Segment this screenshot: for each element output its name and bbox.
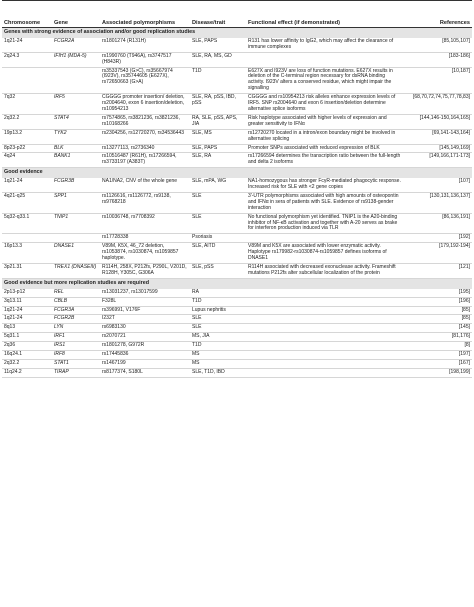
header-functional-effect: Functional effect (if demonstrated) bbox=[246, 1, 404, 28]
cell-gene: TIRAP bbox=[52, 368, 100, 377]
table-row bbox=[2, 359, 472, 368]
cell-gene: BANK1 bbox=[52, 153, 100, 168]
cell-polymorphisms: rs396991, V176F bbox=[100, 306, 190, 315]
cell-polymorphisms: rs1126616, rs1126772, rs9138, rs9768218 bbox=[100, 192, 190, 213]
cell-references: [195] bbox=[404, 289, 472, 297]
table-row bbox=[2, 368, 472, 377]
cell-polymorphisms: rs1801278, G972R bbox=[100, 342, 190, 351]
cell-polymorphisms: rs6983130 bbox=[100, 324, 190, 333]
cell-disease: SLE, RA, MS, GD bbox=[190, 52, 246, 67]
table-row bbox=[2, 67, 472, 94]
cell-disease: T1D bbox=[190, 67, 246, 94]
section-header bbox=[2, 168, 472, 178]
cell-chromosome: 4q21-q25 bbox=[2, 192, 52, 213]
section-title: Genes with strong evidence of association and/or good replication studies bbox=[2, 28, 472, 38]
header-row bbox=[2, 1, 472, 28]
cell-polymorphisms: rs10036748, rs7708392 bbox=[100, 213, 190, 234]
cell-gene bbox=[52, 234, 100, 243]
cell-gene: IRF5 bbox=[52, 94, 100, 115]
table-row bbox=[2, 94, 472, 115]
cell-references: [85] bbox=[404, 306, 472, 315]
cell-polymorphisms: rs13277113, rs2736340 bbox=[100, 144, 190, 153]
cell-functional-effect bbox=[246, 359, 404, 368]
cell-polymorphisms: rs10516487 (R61H), rs17266594, rs3733197 (A383T) bbox=[100, 153, 190, 168]
cell-chromosome: 1q21-24 bbox=[2, 306, 52, 315]
cell-functional-effect bbox=[246, 297, 404, 306]
cell-references: [183-186] bbox=[404, 52, 472, 67]
cell-gene: FCGR2B bbox=[52, 315, 100, 324]
cell-polymorphisms: rs8177374, S180L bbox=[100, 368, 190, 377]
section-title: Good evidence bbox=[2, 168, 472, 178]
cell-chromosome: 2q36 bbox=[2, 342, 52, 351]
table-row bbox=[2, 306, 472, 315]
table-row bbox=[2, 324, 472, 333]
section-header bbox=[2, 278, 472, 288]
table-row bbox=[2, 153, 472, 168]
cell-functional-effect bbox=[246, 289, 404, 297]
cell-polymorphisms: CGGGG promoter insertion/ deletion, rs2004640, exon 6 insertion/deletion, rs10954213 bbox=[100, 94, 190, 115]
cell-references: [68,70,72,74,75,77,78,83] bbox=[404, 94, 472, 115]
cell-disease: Lupus nephritis bbox=[190, 306, 246, 315]
cell-references: [145] bbox=[404, 324, 472, 333]
table-row bbox=[2, 213, 472, 234]
cell-functional-effect: rs12720270 located in a intron/exon boundary might be involved in alternative splicing bbox=[246, 129, 404, 144]
table-row bbox=[2, 297, 472, 306]
cell-references: [69,141-143,164] bbox=[404, 129, 472, 144]
cell-disease: SLE, PAPS bbox=[190, 38, 246, 52]
cell-disease: SLE, AITD bbox=[190, 243, 246, 264]
cell-references: [10,187] bbox=[404, 67, 472, 94]
cell-gene: TNIP1 bbox=[52, 213, 100, 234]
cell-disease: Psoriasis bbox=[190, 234, 246, 243]
cell-functional-effect: R131 has lower affinity to IgG2, which may affect the clearance of immune complexes bbox=[246, 38, 404, 52]
cell-gene: TREX1 (DNASEIII) bbox=[52, 264, 100, 279]
cell-disease: SLE, PAPS bbox=[190, 144, 246, 153]
cell-references: [197] bbox=[404, 351, 472, 360]
cell-functional-effect: CGGGG and rs10954213 risk alleles enhance expression levels of IRF5. SNP rs2004640 and exon 6 insertion/deletion determine alternative splice isoforms bbox=[246, 94, 404, 115]
cell-functional-effect bbox=[246, 368, 404, 377]
table-row bbox=[2, 243, 472, 264]
cell-functional-effect bbox=[246, 333, 404, 342]
cell-references: [196] bbox=[404, 297, 472, 306]
cell-references: [167] bbox=[404, 359, 472, 368]
cell-functional-effect: 3'-UTR polymorphisms associated with high amounts of osteopontin and IFNα in sera of patients with SLE. Evidence of rs9138-gender interaction bbox=[246, 192, 404, 213]
table-row bbox=[2, 178, 472, 192]
cell-gene: TYK2 bbox=[52, 129, 100, 144]
cell-polymorphisms: I232T bbox=[100, 315, 190, 324]
cell-chromosome: 1q21-24 bbox=[2, 315, 52, 324]
cell-chromosome: 2q24.3 bbox=[2, 52, 52, 67]
table-row bbox=[2, 192, 472, 213]
header-gene: Gene bbox=[52, 1, 100, 28]
cell-references: [145,149,169] bbox=[404, 144, 472, 153]
section-title: Good evidence but more replication studies are required bbox=[2, 278, 472, 288]
cell-gene: BLK bbox=[52, 144, 100, 153]
cell-gene: IFIH1 (MDA-5) bbox=[52, 52, 100, 67]
cell-disease: RA bbox=[190, 289, 246, 297]
cell-references: [198,199] bbox=[404, 368, 472, 377]
cell-disease: MS bbox=[190, 351, 246, 360]
header-polymorphisms: Associated polymorphisms bbox=[100, 1, 190, 28]
cell-polymorphisms: rs2070721 bbox=[100, 333, 190, 342]
cell-disease: SLE bbox=[190, 192, 246, 213]
table-row bbox=[2, 289, 472, 297]
cell-gene: FCGR2A bbox=[52, 38, 100, 52]
cell-functional-effect: E627X and I923V are loss of function mutations. E627X results in deletion of the C-terminal region necessary for dsRNA binding activity. I923V alters a conserved residue, which might impair the signalling bbox=[246, 67, 404, 94]
cell-gene: LYN bbox=[52, 324, 100, 333]
association-table bbox=[2, 0, 472, 378]
cell-polymorphisms: rs2304256, rs12720270, rs34536443 bbox=[100, 129, 190, 144]
cell-disease: RA, SLE, pSS, APS, JIA bbox=[190, 114, 246, 129]
cell-disease: SLE, mPA, WG bbox=[190, 178, 246, 192]
header-references: References bbox=[404, 1, 472, 28]
cell-chromosome bbox=[2, 67, 52, 94]
cell-gene: STAT4 bbox=[52, 114, 100, 129]
table-row bbox=[2, 114, 472, 129]
cell-gene: IRF8 bbox=[52, 351, 100, 360]
cell-chromosome: 4q24 bbox=[2, 153, 52, 168]
cell-gene: DNASE1 bbox=[52, 243, 100, 264]
cell-polymorphisms: F328L bbox=[100, 297, 190, 306]
table-row bbox=[2, 333, 472, 342]
cell-disease: SLE bbox=[190, 213, 246, 234]
cell-polymorphisms: rs17728338 bbox=[100, 234, 190, 243]
cell-polymorphisms: rs35337543 (G>C), rs35667974 (I923V), rs35744605 (E627X), rs72650663 (G>A) bbox=[100, 67, 190, 94]
header-disease: Disease/trait bbox=[190, 1, 246, 28]
cell-chromosome: 16p13.3 bbox=[2, 243, 52, 264]
table-row bbox=[2, 234, 472, 243]
cell-gene: CBLB bbox=[52, 297, 100, 306]
cell-chromosome bbox=[2, 234, 52, 243]
cell-functional-effect: Promoter SNPs associated with reduced expression of BLK bbox=[246, 144, 404, 153]
cell-references: [85,105,107] bbox=[404, 38, 472, 52]
cell-disease: SLE bbox=[190, 324, 246, 333]
cell-disease: SLE, MS bbox=[190, 129, 246, 144]
cell-gene bbox=[52, 67, 100, 94]
cell-disease: MS, JIA bbox=[190, 333, 246, 342]
cell-functional-effect: NA1-homozygous has stronger FcγR-mediated phagocytic response. Increased risk for SLE with <2 gene copies bbox=[246, 178, 404, 192]
cell-references: [107] bbox=[404, 178, 472, 192]
cell-functional-effect: V89M and K5X are associated with lower enzymatic activity. Haplotype rs179982-rs1030874-rs1059857 defines isoforms of DNASE1 bbox=[246, 243, 404, 264]
cell-disease: SLE, RA bbox=[190, 153, 246, 168]
cell-disease: T1D bbox=[190, 297, 246, 306]
cell-polymorphisms: rs1467199 bbox=[100, 359, 190, 368]
table-row bbox=[2, 52, 472, 67]
cell-functional-effect: R114H associated with decreased exonuclease activity. Frameshift mutations P212fs alter subcellular localization of the protein bbox=[246, 264, 404, 279]
cell-functional-effect bbox=[246, 52, 404, 67]
cell-chromosome: 8p23-p22 bbox=[2, 144, 52, 153]
header-chromosome: Chromosome bbox=[2, 1, 52, 28]
cell-chromosome: 19p13.2 bbox=[2, 129, 52, 144]
table-row bbox=[2, 351, 472, 360]
cell-references: [121] bbox=[404, 264, 472, 279]
cell-references: [149,166,171-173] bbox=[404, 153, 472, 168]
cell-polymorphisms: V89M, K5X, 46_72 deletion, rs1053874, rs1030874, rs1059857 haplotype. bbox=[100, 243, 190, 264]
table-row bbox=[2, 342, 472, 351]
cell-polymorphisms: rs7574865, rs3821236, rs3821236, rs10168266 bbox=[100, 114, 190, 129]
table-row bbox=[2, 144, 472, 153]
cell-gene: REL bbox=[52, 289, 100, 297]
cell-chromosome: 2q32.2 bbox=[2, 114, 52, 129]
cell-functional-effect bbox=[246, 324, 404, 333]
cell-chromosome: 2p13-p12 bbox=[2, 289, 52, 297]
cell-references: [86,136,191] bbox=[404, 213, 472, 234]
cell-gene: STAT1 bbox=[52, 359, 100, 368]
cell-functional-effect bbox=[246, 315, 404, 324]
cell-functional-effect: rs17266594 determines the transcription ratio between the full-length and delta 2 isoforms bbox=[246, 153, 404, 168]
section-header bbox=[2, 28, 472, 38]
cell-gene: IRF1 bbox=[52, 333, 100, 342]
cell-functional-effect: No functional polymorphism yet identified. TNIP1 is the A20-binding inhibitor of NF-κB activation and together with A-20 serves as brake for interferon production induced via TLR bbox=[246, 213, 404, 234]
table-row bbox=[2, 129, 472, 144]
cell-chromosome: 16q24.1 bbox=[2, 351, 52, 360]
cell-references: [130,131,136,137] bbox=[404, 192, 472, 213]
cell-polymorphisms: rs13031237, rs13017599 bbox=[100, 289, 190, 297]
cell-functional-effect bbox=[246, 306, 404, 315]
cell-chromosome: 1q21-24 bbox=[2, 178, 52, 192]
cell-chromosome: 5q32-q33.1 bbox=[2, 213, 52, 234]
cell-polymorphisms: NA1/NA2, CNV of the whole gene bbox=[100, 178, 190, 192]
table-row bbox=[2, 264, 472, 279]
cell-disease: SLE, pSS bbox=[190, 264, 246, 279]
cell-references: [8] bbox=[404, 342, 472, 351]
cell-functional-effect bbox=[246, 234, 404, 243]
cell-disease: T1D bbox=[190, 342, 246, 351]
cell-chromosome: 8q13 bbox=[2, 324, 52, 333]
cell-chromosome: 3q13.11 bbox=[2, 297, 52, 306]
cell-gene: FCGR3A bbox=[52, 306, 100, 315]
cell-functional-effect bbox=[246, 351, 404, 360]
cell-gene: SPP1 bbox=[52, 192, 100, 213]
cell-references: [179,192-194] bbox=[404, 243, 472, 264]
cell-functional-effect bbox=[246, 342, 404, 351]
cell-polymorphisms: rs1990760 (T946A), rs3747517 (H843R) bbox=[100, 52, 190, 67]
cell-polymorphisms: rs17445836 bbox=[100, 351, 190, 360]
cell-references: [81,176] bbox=[404, 333, 472, 342]
cell-references: [192] bbox=[404, 234, 472, 243]
cell-chromosome: 5q31.1 bbox=[2, 333, 52, 342]
cell-references: [144,146-150,164,165] bbox=[404, 114, 472, 129]
cell-polymorphisms: R114H, 258X, P212fs, P290L, V201D, R128H, Y305C, G306A bbox=[100, 264, 190, 279]
cell-gene: IRS1 bbox=[52, 342, 100, 351]
cell-functional-effect: Risk haplotype associated with higher levels of expression and greater sensitivity to IFNα bbox=[246, 114, 404, 129]
cell-chromosome: 7q32 bbox=[2, 94, 52, 115]
cell-gene: FCGR3B bbox=[52, 178, 100, 192]
cell-disease: MS bbox=[190, 359, 246, 368]
cell-chromosome: 11q24.2 bbox=[2, 368, 52, 377]
cell-disease: SLE, T1D, IBD bbox=[190, 368, 246, 377]
cell-chromosome: 1q21-24 bbox=[2, 38, 52, 52]
table-row bbox=[2, 315, 472, 324]
table-row bbox=[2, 38, 472, 52]
cell-disease: SLE, RA, pSS, IBD, pSS bbox=[190, 94, 246, 115]
cell-disease: SLE bbox=[190, 315, 246, 324]
cell-references: [85] bbox=[404, 315, 472, 324]
cell-chromosome: 2q32.2 bbox=[2, 359, 52, 368]
table-body bbox=[2, 28, 472, 378]
cell-chromosome: 3p21.31 bbox=[2, 264, 52, 279]
cell-polymorphisms: rs1801274 (R131H) bbox=[100, 38, 190, 52]
